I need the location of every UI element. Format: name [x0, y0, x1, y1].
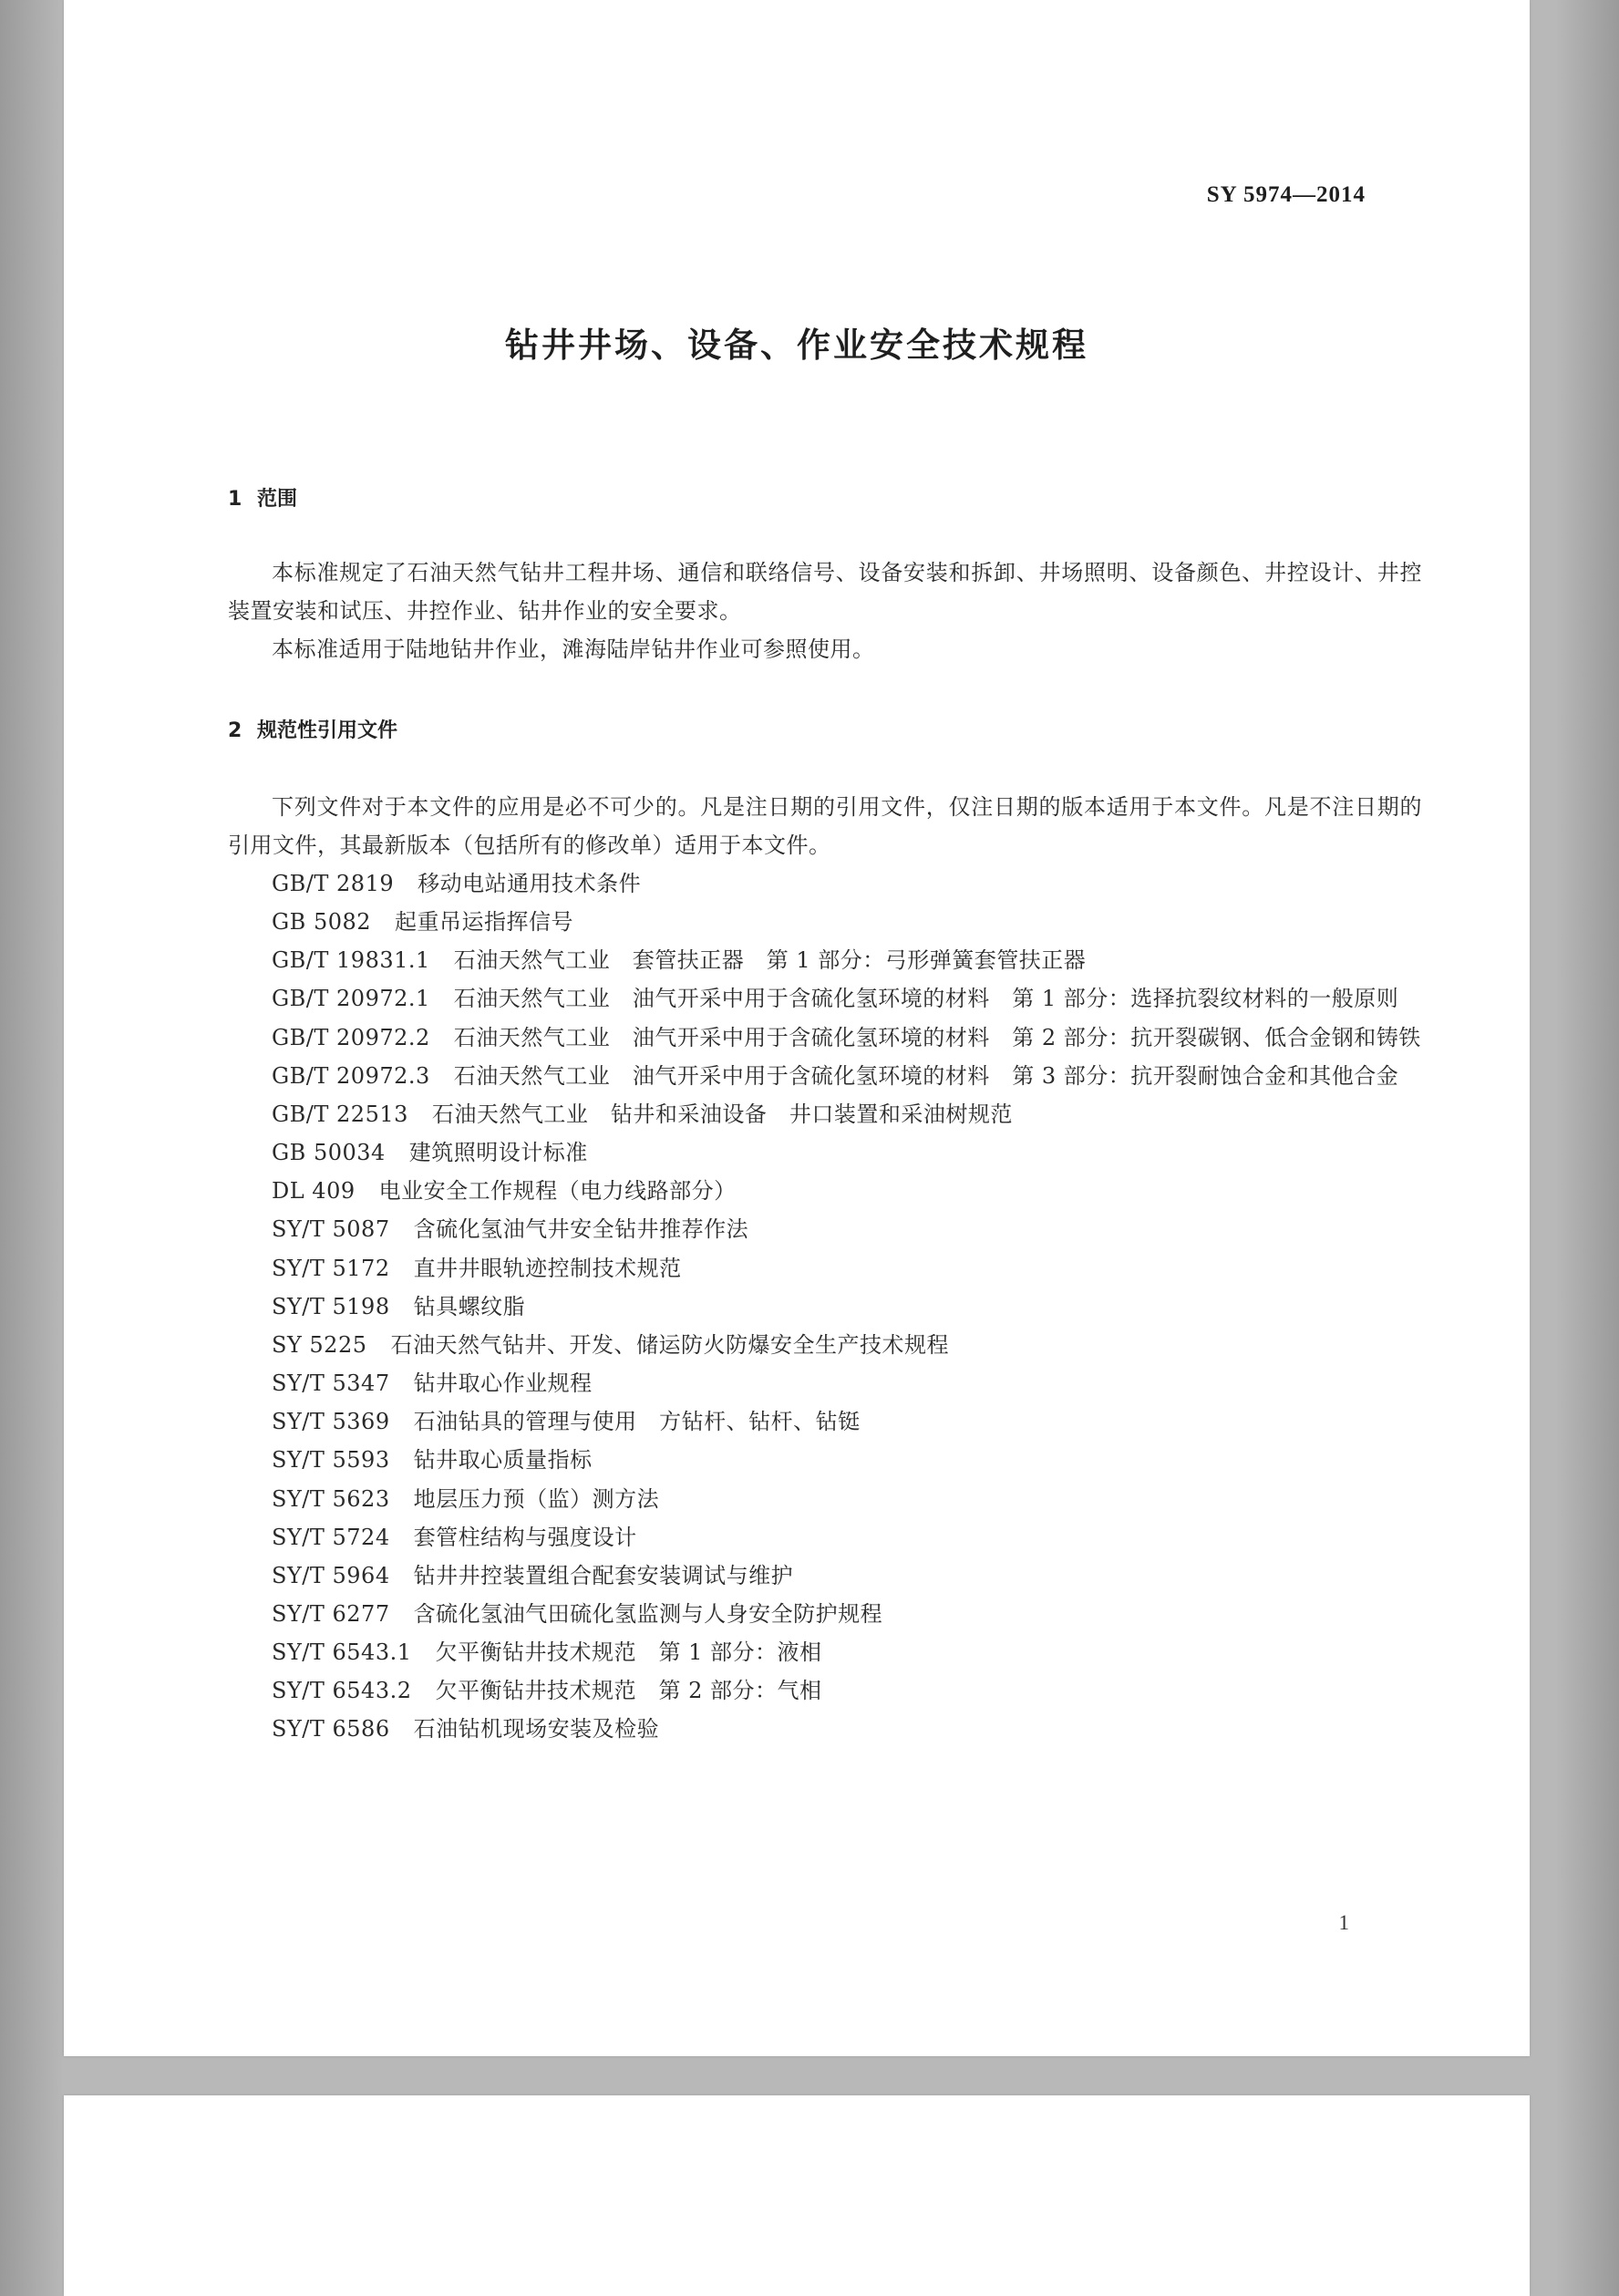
reference-code: SY/T 6543.2 — [272, 1678, 412, 1704]
reference-code: SY/T 6586 — [272, 1716, 390, 1743]
reference-title: 石油钻具的管理与使用 方钻杆、钻杆、钻铤 — [413, 1409, 861, 1435]
reference-item — [228, 1057, 1422, 1095]
reference-code: SY/T 5724 — [272, 1524, 390, 1550]
reference-item — [228, 1595, 1422, 1633]
reference-code: GB/T 20972.1 — [272, 986, 430, 1012]
reference-item — [228, 979, 1422, 1018]
reference-item — [228, 1019, 1422, 1057]
reference-item — [228, 1557, 1422, 1595]
reference-code: SY/T 5593 — [272, 1447, 390, 1474]
document-page-2 — [64, 2095, 1530, 2296]
section-1-title: 范围 — [257, 488, 298, 511]
document-title: 钻井井场、设备、作业安全技术规程 — [505, 326, 1088, 365]
document-page-1 — [64, 0, 1530, 2056]
reference-code: GB 5082 — [272, 909, 372, 936]
reference-item — [228, 1288, 1422, 1326]
reference-title: 石油天然气钻井、开发、储运防火防爆安全生产技术规程 — [390, 1331, 949, 1358]
reference-item — [228, 1402, 1422, 1441]
section-2-title: 规范性引用文件 — [257, 719, 398, 742]
scope-paragraph-2: 本标准适用于陆地钻井作业，滩海陆岸钻井作业可参照使用。 — [272, 636, 875, 662]
reference-item — [228, 1480, 1422, 1518]
reference-item — [228, 941, 1422, 979]
reference-item — [228, 1671, 1422, 1710]
reference-code: SY/T 5347 — [272, 1370, 390, 1397]
reference-title: 石油钻机现场安装及检验 — [413, 1716, 660, 1743]
reference-code: SY/T 5087 — [272, 1216, 390, 1243]
reference-item — [228, 1633, 1422, 1671]
reference-item — [228, 903, 1422, 941]
reference-title: 钻井取心质量指标 — [413, 1447, 593, 1474]
reference-title: 含硫化氢油气井安全钻井推荐作法 — [413, 1216, 749, 1243]
reference-title: 地层压力预（监）测方法 — [413, 1485, 660, 1512]
section-2-number: 2 — [228, 719, 242, 742]
section-1-number: 1 — [228, 488, 242, 511]
reference-code: SY/T 5198 — [272, 1293, 390, 1319]
reference-item — [228, 1441, 1422, 1479]
reference-title: 套管柱结构与强度设计 — [413, 1524, 637, 1550]
reference-code: SY/T 5964 — [272, 1562, 390, 1588]
reference-title: 起重吊运指挥信号 — [395, 909, 574, 936]
reference-code: DL 409 — [272, 1178, 356, 1205]
reference-item — [228, 1249, 1422, 1288]
reference-code: GB 50034 — [272, 1140, 386, 1166]
reference-title: 欠平衡钻井技术规范 第 2 部分：气相 — [435, 1678, 822, 1704]
reference-item — [228, 1326, 1422, 1364]
reference-item — [228, 864, 1422, 903]
reference-code: SY/T 5623 — [272, 1485, 390, 1512]
reference-title: 移动电站通用技术条件 — [418, 871, 642, 896]
reference-title: 建筑照明设计标准 — [408, 1140, 588, 1166]
reference-title: 石油天然气工业 钻井和采油设备 井口装置和采油树规范 — [431, 1101, 1013, 1127]
reference-item — [228, 1172, 1422, 1210]
reference-item — [228, 1210, 1422, 1248]
reference-title: 钻具螺纹脂 — [413, 1293, 526, 1319]
reference-title: 石油天然气工业 油气开采中用于含硫化氢环境的材料 第 1 部分：选择抗裂纹材料的一般原则 — [453, 986, 1399, 1012]
reference-code: GB/T 20972.3 — [272, 1062, 430, 1089]
reference-item — [228, 1518, 1422, 1557]
reference-title: 钻井井控装置组合配套安装调试与维护 — [413, 1562, 794, 1588]
reference-title: 欠平衡钻井技术规范 第 1 部分：液相 — [435, 1639, 822, 1666]
reference-item — [228, 1095, 1422, 1133]
section-2-heading — [228, 715, 397, 743]
reference-code: GB/T 2819 — [272, 871, 395, 896]
reference-code: SY/T 5172 — [272, 1255, 390, 1281]
scope-paragraph-1: 本标准规定了石油天然气钻井工程井场、通信和联络信号、设备安装和拆卸、井场照明、设备颜色、井控设计、井控装置安装和试压、井控作业、钻井作业的安全要求。 — [228, 560, 1422, 624]
reference-code: SY/T 5369 — [272, 1409, 390, 1435]
reference-code: SY/T 6277 — [272, 1600, 390, 1627]
reference-code: SY 5225 — [272, 1331, 367, 1358]
reference-item — [228, 1133, 1422, 1172]
reference-item — [228, 1364, 1422, 1402]
standard-code: SY 5974—2014 — [1206, 182, 1366, 207]
reference-code: SY/T 6543.1 — [272, 1639, 412, 1666]
reference-code: GB/T 22513 — [272, 1101, 408, 1127]
references-intro: 下列文件对于本文件的应用是必不可少的。凡是注日期的引用文件，仅注日期的版本适用于本文件。凡是不注日期的引用文件，其最新版本（包括所有的修改单）适用于本文件。 — [228, 794, 1422, 858]
reference-code: GB/T 19831.1 — [272, 947, 430, 974]
reference-code: GB/T 20972.2 — [272, 1024, 430, 1050]
reference-list — [228, 864, 1422, 1749]
reference-title: 直井井眼轨迹控制技术规范 — [413, 1255, 682, 1281]
reference-title: 钻井取心作业规程 — [413, 1370, 593, 1397]
reference-title: 含硫化氢油气田硫化氢监测与人身安全防护规程 — [413, 1600, 883, 1627]
reference-title: 石油天然气工业 油气开采中用于含硫化氢环境的材料 第 2 部分：抗开裂碳钢、低合金钢和铸铁 — [453, 1024, 1421, 1050]
section-1-heading — [228, 483, 297, 512]
reference-item — [228, 1710, 1422, 1748]
reference-title: 石油天然气工业 套管扶正器 第 1 部分：弓形弹簧套管扶正器 — [453, 947, 1087, 974]
reference-title: 电业安全工作规程（电力线路部分） — [378, 1178, 737, 1205]
reference-title: 石油天然气工业 油气开采中用于含硫化氢环境的材料 第 3 部分：抗开裂耐蚀合金和其他合金 — [453, 1062, 1399, 1089]
page-number: 1 — [1338, 1911, 1349, 1934]
